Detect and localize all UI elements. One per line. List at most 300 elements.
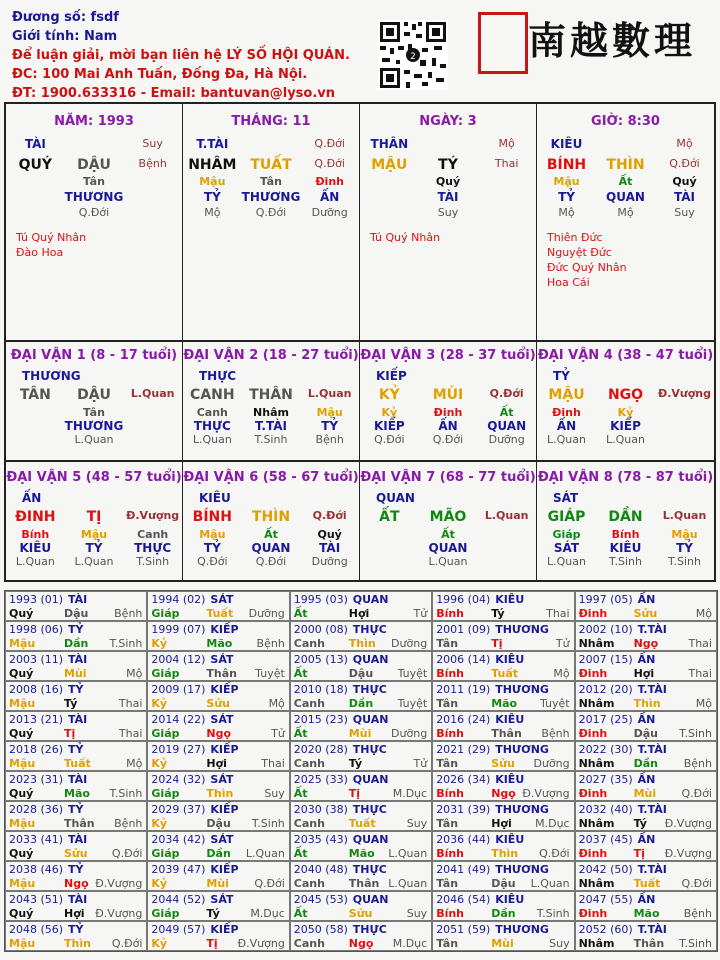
hidden-life: Mộ [558, 206, 575, 219]
year-stem: Quý [9, 907, 34, 920]
hidden-can [477, 528, 536, 541]
year-branch: Thân [491, 727, 522, 740]
branch-life-stage: Q.Đới [669, 157, 700, 170]
pillar-ten-god: THÂN [370, 137, 409, 151]
hidden-can: Tân [83, 175, 105, 188]
hidden-ten-god: ẤN [438, 419, 458, 433]
duong-so: Đương số: fsdf [12, 10, 119, 25]
hidden-stem-row [360, 406, 536, 419]
year-branch: Thìn [206, 787, 234, 800]
branch-life-stage: L.Quan [662, 509, 707, 522]
year-branch: Tuất [633, 877, 661, 890]
special-star: Tú Quý Nhân [16, 231, 87, 244]
dai-van-stem-branch-row [183, 387, 359, 403]
hidden-life-row [537, 433, 714, 446]
year-branch: Tị [64, 727, 76, 740]
year-stem: Canh [293, 697, 325, 710]
year-cell [147, 741, 289, 771]
year-stem: Tân [436, 817, 459, 830]
branch-life-stage: Thai [494, 157, 519, 170]
year-cell [575, 771, 717, 801]
year-branch: Tị [491, 637, 503, 650]
branch-life-stage: L.Quan [484, 509, 529, 522]
annual-luck-grid [4, 590, 718, 952]
year-cell [432, 861, 574, 891]
pillar-ten-god: T.TÀI [196, 137, 229, 151]
year-ten-god: TỶ [68, 743, 84, 756]
year-cell [147, 651, 289, 681]
year-label: 2012 (20) [578, 683, 633, 696]
year-ten-god: QUAN [352, 653, 389, 666]
hidden-can: Kỷ [381, 406, 398, 419]
year-branch: Ngọ [633, 637, 659, 650]
year-life-stage: Dưỡng [533, 757, 570, 770]
hidden-can: Ất [441, 528, 455, 541]
year-label: 2044 (52) [151, 893, 206, 906]
year-stem: Quý [9, 787, 34, 800]
seal-icon [478, 12, 528, 74]
hidden-can: Ất [618, 175, 633, 188]
year-cell [290, 771, 432, 801]
year-branch: Tị [206, 937, 218, 950]
phone-line: ĐT: 1900.633316 - Email: bantuvan@lyso.vn [12, 86, 336, 101]
pillar-ten-god: TÀI [24, 137, 46, 151]
hidden-life: L.Quan [606, 433, 645, 446]
year-life-stage: Suy [264, 787, 285, 800]
year-stem: Canh [293, 937, 325, 950]
year-label: 2028 (36) [9, 803, 64, 816]
year-life-stage: Tuyệt [397, 697, 428, 710]
year-stem: Mậu [9, 877, 36, 890]
year-ten-god: ẤN [637, 893, 656, 906]
year-stem: Kỷ [151, 817, 168, 830]
year-life-stage: Q.Đới [681, 787, 712, 800]
pillar-star-row [360, 137, 536, 151]
year-branch: Ngọ [348, 937, 374, 950]
special-star: Thiên Đức [547, 231, 603, 244]
hidden-life: Q.Đới [197, 555, 228, 568]
year-stem: Bính [436, 607, 465, 620]
year-cell [575, 681, 717, 711]
year-ten-god: TÀI [68, 833, 88, 846]
year-label: 2014 (22) [151, 713, 206, 726]
year-stem: Ất [293, 607, 308, 620]
year-ten-god: KIÊU [495, 653, 525, 666]
year-cell [5, 801, 147, 831]
hidden-stem-row [537, 190, 714, 204]
year-ten-god: THƯƠNG [495, 623, 549, 636]
year-ten-god: THỰC [352, 623, 387, 636]
heavenly-stem: QUÝ [18, 157, 53, 173]
hidden-can: Kỷ [617, 406, 634, 419]
year-branch: Tý [64, 697, 78, 710]
year-branch: Thân [64, 817, 95, 830]
year-cell [147, 891, 289, 921]
year-cell [147, 801, 289, 831]
year-label: 2036 (44) [436, 833, 491, 846]
year-life-stage: L.Quan [530, 877, 570, 890]
hidden-can: Ất [499, 406, 514, 419]
year-label: 2030 (38) [293, 803, 348, 816]
year-ten-god: THỰC [352, 863, 387, 876]
year-ten-god: THỰC [352, 803, 387, 816]
hidden-life-row [360, 555, 536, 568]
hidden-stem-row [360, 528, 536, 541]
year-ten-god: T.TÀI [637, 923, 667, 936]
earthly-branch: THÂN [249, 387, 293, 403]
special-star: Đức Quý Nhân [547, 261, 627, 274]
year-ten-god: TỶ [68, 623, 84, 636]
hidden-life-row [183, 433, 359, 446]
year-life-stage: Đ.Vượng [664, 817, 712, 830]
year-stem: Bính [436, 727, 465, 740]
hidden-stem-row [6, 190, 182, 204]
year-cell [432, 891, 574, 921]
year-cell [5, 711, 147, 741]
hidden-life [360, 206, 419, 219]
pillar-life-stage: Q.Đới [314, 137, 345, 150]
year-ten-god: ẤN [637, 833, 656, 846]
hidden-life [123, 206, 182, 219]
year-cell [5, 771, 147, 801]
year-ten-god: KIẾP [210, 863, 239, 876]
pillar-title: GIỜ: 8:30 [591, 114, 660, 129]
hidden-life: Mộ [617, 206, 634, 219]
year-stem: Canh [293, 637, 325, 650]
hidden-ten-god-row [360, 541, 536, 555]
year-label: 2018 (26) [9, 743, 64, 756]
branch-life-stage: Đ.Vượng [657, 387, 711, 400]
year-stem: Đinh [578, 607, 608, 620]
year-label: 2017 (25) [578, 713, 633, 726]
dai-van-title: ĐẠI VẬN 2 (18 - 27 tuổi) [183, 348, 359, 363]
year-ten-god: KIẾP [210, 743, 239, 756]
year-life-stage: Đ.Vượng [95, 907, 143, 920]
header-info [12, 8, 350, 103]
year-life-stage: Mộ [268, 697, 285, 710]
hidden-life: L.Quan [547, 433, 586, 446]
year-label: 2043 (51) [9, 893, 64, 906]
pillar-title: THÁNG: 11 [231, 114, 311, 129]
year-ten-god: ẤN [637, 593, 656, 606]
year-stem: Quý [9, 847, 34, 860]
year-stem: Giáp [151, 847, 180, 860]
year-branch: Tị [633, 847, 645, 860]
year-cell [432, 771, 574, 801]
year-ten-god: KIẾP [210, 683, 239, 696]
dai-van-cell [360, 340, 537, 460]
year-life-stage: Mộ [695, 607, 712, 620]
pillar-title: NĂM: 1993 [54, 114, 134, 129]
year-label: 2009 (17) [151, 683, 206, 696]
year-cell [575, 801, 717, 831]
hidden-life: L.Quan [428, 555, 468, 568]
year-life-stage: Đ.Vượng [237, 937, 285, 950]
year-life-stage: Mộ [126, 667, 143, 680]
year-branch: Sửu [633, 607, 658, 620]
dai-van-ten-god: ẤN [22, 491, 42, 505]
hidden-ts: ẤN [319, 190, 340, 204]
year-stem: Quý [9, 667, 34, 680]
year-cell [432, 741, 574, 771]
hidden-ten-god-row [183, 419, 359, 433]
hidden-life: T.Sinh [609, 555, 642, 568]
year-stem: Bính [436, 667, 465, 680]
year-branch: Thìn [348, 637, 376, 650]
hidden-ten-god: KIẾP [373, 419, 405, 433]
year-stem: Kỷ [151, 757, 168, 770]
heavenly-stem: ĐINH [15, 509, 56, 525]
year-label: 2013 (21) [9, 713, 64, 726]
hidden-life-row [6, 433, 182, 446]
year-stem: Mậu [9, 697, 36, 710]
hidden-ten-god-row [6, 419, 182, 433]
year-cell [575, 741, 717, 771]
year-ten-god: ẤN [637, 713, 656, 726]
year-stem: Quý [9, 727, 34, 740]
year-stem: Đinh [578, 787, 608, 800]
year-ten-god: KIẾP [210, 803, 239, 816]
gioi-tinh: Giới tính: Nam [12, 29, 118, 44]
contact-line: Để luận giải, mời bạn liên hệ LÝ SỐ HỘI QUÁN. [12, 48, 350, 63]
hidden-can: Đinh [552, 406, 581, 419]
year-life-stage: Đ.Vượng [95, 877, 143, 890]
year-life-stage: Thai [118, 727, 143, 740]
year-life-stage: Mộ [553, 667, 570, 680]
year-ten-god: T.TÀI [637, 803, 667, 816]
year-stem: Nhâm [578, 637, 615, 650]
hidden-stem-row [183, 528, 359, 541]
year-life-stage: Bệnh [683, 907, 712, 920]
year-stem: Ất [293, 787, 308, 800]
year-cell [575, 591, 717, 621]
year-branch: Tý [348, 757, 363, 770]
pillar-stem-branch-row [360, 157, 536, 173]
hidden-life: L.Quan [74, 555, 114, 568]
year-branch: Mùi [64, 667, 87, 680]
hidden-life: Mộ [204, 206, 221, 219]
hidden-ts: TỶ [203, 190, 221, 204]
year-life-stage: M.Dục [535, 817, 570, 830]
year-life-stage: Bệnh [541, 727, 570, 740]
spacer [65, 137, 124, 151]
hidden-can: Mậu [316, 406, 343, 419]
hidden-stem-row [360, 206, 536, 219]
hidden-stem-row [537, 175, 714, 188]
dai-van-cell [6, 462, 183, 580]
hidden-can: Canh [196, 406, 228, 419]
year-life-stage: T.Sinh [109, 787, 143, 800]
year-stem: Giáp [151, 787, 180, 800]
hidden-stem-row [6, 206, 182, 219]
year-cell [290, 861, 432, 891]
earthly-branch: DẦN [608, 509, 643, 525]
year-stem: Tân [436, 937, 459, 950]
hidden-ts: TỶ [558, 190, 575, 204]
year-label: 2004 (12) [151, 653, 206, 666]
year-stem: Nhâm [578, 937, 615, 950]
year-life-stage: Bệnh [256, 637, 285, 650]
year-life-stage: L.Quan [388, 877, 428, 890]
year-stem: Mậu [9, 757, 36, 770]
year-branch: Dậu [491, 877, 516, 890]
year-branch: Hợi [491, 817, 512, 830]
year-ten-god: THƯƠNG [495, 803, 549, 816]
year-life-stage: Đ.Vượng [664, 847, 712, 860]
year-label: 2008 (16) [9, 683, 64, 696]
year-cell [5, 831, 147, 861]
hidden-stem-row [6, 175, 182, 188]
year-life-stage: Dưỡng [248, 607, 285, 620]
year-branch: Mão [491, 697, 518, 710]
hidden-ten-god [123, 419, 182, 433]
hidden-can: Quý [317, 528, 342, 541]
year-label: 2002 (10) [578, 623, 633, 636]
hidden-can: Nhâm [253, 406, 289, 419]
year-cell [5, 921, 147, 951]
hidden-ts: THƯƠNG [241, 190, 301, 204]
year-branch: Sửu [64, 847, 88, 860]
hidden-ts: TÀI [437, 190, 459, 204]
spacer [419, 137, 478, 151]
year-cell [290, 831, 432, 861]
year-life-stage: Thai [118, 697, 143, 710]
hidden-ts [6, 190, 65, 204]
pillar-cell [6, 104, 183, 340]
year-branch: Tuất [491, 667, 518, 680]
year-ten-god: QUAN [352, 893, 389, 906]
year-label: 2016 (24) [436, 713, 491, 726]
hidden-ten-god-row [537, 541, 714, 555]
year-label: 2007 (15) [578, 653, 633, 666]
year-label: 1995 (03) [293, 593, 348, 606]
year-branch: Sửu [206, 697, 230, 710]
year-label: 2033 (41) [9, 833, 64, 846]
pillar-notes [370, 230, 440, 245]
year-stem: Giáp [151, 667, 180, 680]
dai-van-ten-god: KIẾP [376, 369, 407, 383]
hidden-life: Suy [437, 206, 459, 219]
year-branch: Mùi [206, 877, 229, 890]
pillar-star-row [183, 137, 359, 151]
pillar-star-row [6, 137, 182, 151]
dai-van-title: ĐẠI VẬN 8 (78 - 87 tuổi) [537, 470, 714, 485]
year-stem: Tân [436, 637, 459, 650]
year-cell [5, 681, 147, 711]
year-ten-god: SÁT [210, 773, 234, 786]
dai-van-stem-branch-row [6, 387, 182, 403]
pillar-life-stage: Mộ [498, 137, 515, 150]
year-ten-god: KIẾP [210, 923, 239, 936]
year-life-stage: Tuyệt [397, 667, 428, 680]
year-branch: Hợi [348, 607, 370, 620]
hidden-life: Suy [674, 206, 695, 219]
year-ten-god: TÀI [68, 773, 88, 786]
address-line: ĐC: 100 Mai Anh Tuấn, Đống Đa, Hà Nội. [12, 67, 308, 82]
hidden-ten-god: QUAN [428, 541, 468, 555]
year-stem: Nhâm [578, 697, 615, 710]
year-ten-god: THỰC [352, 923, 387, 936]
year-ten-god: QUAN [352, 833, 389, 846]
year-label: 2041 (49) [436, 863, 491, 876]
pillar-grid [4, 102, 716, 342]
year-cell [290, 801, 432, 831]
hidden-life-row [537, 555, 714, 568]
dai-van-title: ĐẠI VẬN 1 (8 - 17 tuổi) [10, 348, 178, 363]
hidden-life: Q.Đới [432, 433, 464, 446]
pillar-stem-branch-row [537, 157, 714, 173]
year-label: 2011 (19) [436, 683, 491, 696]
dai-van-row-1 [4, 340, 716, 462]
year-branch: Dậu [206, 817, 231, 830]
hidden-life [360, 555, 419, 568]
year-branch: Thân [633, 937, 665, 950]
dai-van-stem-branch-row [537, 387, 714, 403]
dai-van-stem-branch-row [6, 509, 182, 525]
special-star: Tú Quý Nhân [370, 231, 441, 244]
hidden-life: Bệnh [315, 433, 344, 446]
heavenly-stem: KỶ [378, 387, 400, 403]
year-cell [575, 711, 717, 741]
hidden-can: Tân [260, 175, 282, 188]
earthly-branch: THÌN [251, 509, 291, 525]
hidden-ten-god: KIÊU [609, 541, 642, 555]
year-cell [290, 591, 432, 621]
earthly-branch: MÃO [429, 509, 467, 525]
year-stem: Đinh [578, 727, 608, 740]
hidden-life: L.Quan [192, 433, 232, 446]
dai-van-ten-god: KIÊU [199, 491, 231, 505]
year-ten-god: SÁT [210, 713, 234, 726]
year-ten-god: SÁT [210, 653, 234, 666]
hidden-ten-god: TỶ [321, 419, 339, 433]
hidden-ts [360, 190, 419, 204]
hidden-life: Dưỡng [311, 555, 348, 568]
hidden-life: L.Quan [15, 555, 55, 568]
year-ten-god: THƯƠNG [495, 743, 549, 756]
year-label: 1994 (02) [151, 593, 206, 606]
year-branch: Sửu [348, 907, 373, 920]
branch-life-stage: Q.Đới [314, 157, 345, 170]
year-cell [290, 651, 432, 681]
year-cell [432, 711, 574, 741]
year-life-stage: Dưỡng [391, 637, 428, 650]
year-ten-god: TỶ [68, 923, 84, 936]
year-cell [147, 861, 289, 891]
year-life-stage: Tuyệt [255, 667, 285, 680]
hidden-stem-row [183, 175, 359, 188]
year-life-stage: Tuyệt [539, 697, 570, 710]
year-label: 2022 (30) [578, 743, 633, 756]
heavenly-stem: NHÂM [188, 157, 237, 173]
hidden-can: Đinh [433, 406, 463, 419]
year-life-stage: Mộ [126, 757, 143, 770]
year-cell [290, 891, 432, 921]
year-label: 2027 (35) [578, 773, 633, 786]
year-label: 1993 (01) [9, 593, 64, 606]
year-branch: Mão [64, 787, 90, 800]
year-life-stage: T.Sinh [251, 817, 285, 830]
year-cell [290, 621, 432, 651]
year-label: 2037 (45) [578, 833, 633, 846]
year-stem: Giáp [151, 607, 180, 620]
qr-code[interactable] [378, 20, 448, 90]
hidden-life [6, 206, 65, 219]
year-stem: Đinh [578, 907, 608, 920]
pillar-stem-branch-row [183, 157, 359, 173]
year-life-stage: Mộ [695, 697, 712, 710]
year-stem: Canh [293, 877, 325, 890]
